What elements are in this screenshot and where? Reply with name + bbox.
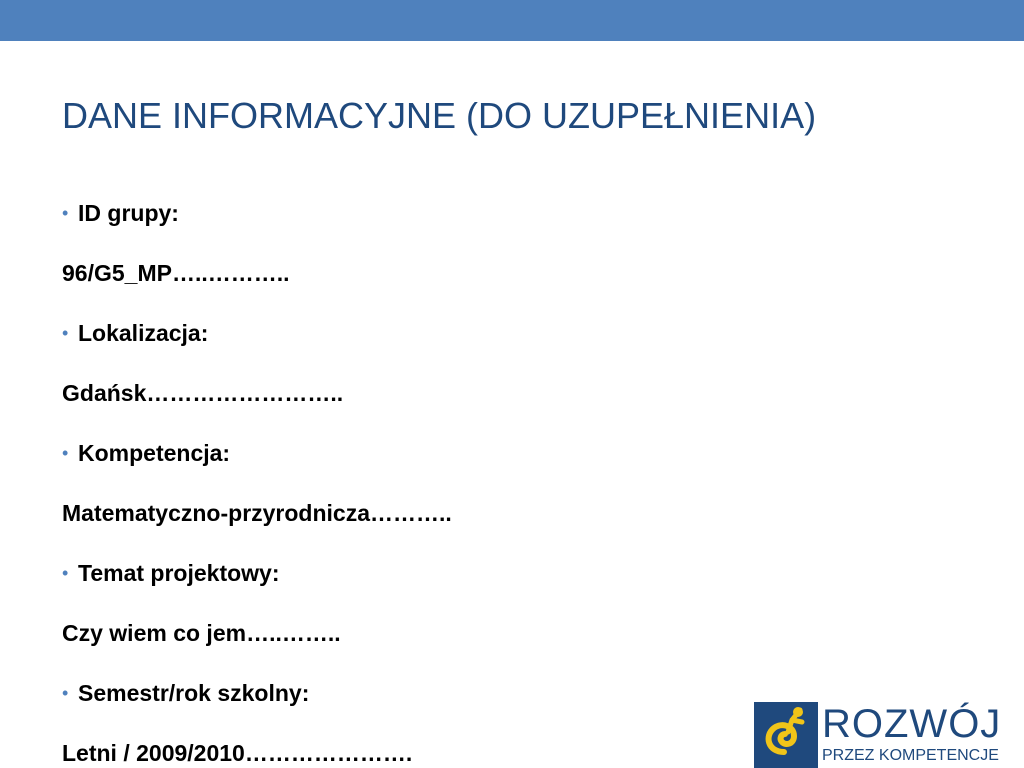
bullet-icon: • xyxy=(62,682,69,703)
field-label-text: ID grupy: xyxy=(78,199,179,226)
field-label-text: Semestr/rok szkolny: xyxy=(78,679,310,706)
bullet-icon: • xyxy=(62,202,69,223)
field-value-location xyxy=(62,363,762,423)
field-label-location xyxy=(62,303,762,363)
field-value-text: Letni / 2009/2010…………………. xyxy=(62,739,413,766)
field-label-text: Temat projektowy: xyxy=(78,559,280,586)
bullet-icon: • xyxy=(62,562,69,583)
field-value-text: Czy wiem co jem…..…….. xyxy=(62,619,341,646)
field-value-project-topic xyxy=(62,603,762,663)
field-label-group-id xyxy=(62,183,762,243)
field-value-text: Matematyczno-przyrodnicza……….. xyxy=(62,499,452,526)
field-value-semester xyxy=(62,723,762,768)
slide-title: DANE INFORMACYJNE (DO UZUPEŁNIENIA) xyxy=(62,95,817,136)
bullet-icon: • xyxy=(62,322,69,343)
field-label-competence xyxy=(62,423,762,483)
slide-body xyxy=(62,183,762,768)
logo-wordmark: ROZWÓJ xyxy=(822,702,1002,746)
field-value-group-id xyxy=(62,243,762,303)
bullet-icon: • xyxy=(62,442,69,463)
field-label-semester xyxy=(62,663,762,723)
field-label-project-topic xyxy=(62,543,762,603)
program-logo xyxy=(754,702,1024,768)
top-accent-bar xyxy=(0,0,1024,41)
field-value-text: Gdańsk…………………….. xyxy=(62,379,344,406)
field-label-text: Lokalizacja: xyxy=(78,319,209,346)
logo-subtitle: PRZEZ KOMPETENCJE xyxy=(822,747,999,764)
field-label-text: Kompetencja: xyxy=(78,439,231,466)
field-value-competence xyxy=(62,483,762,543)
spiral-figure-logo-icon xyxy=(754,702,818,768)
field-value-text: 96/G5_MP…..……….. xyxy=(62,259,290,286)
